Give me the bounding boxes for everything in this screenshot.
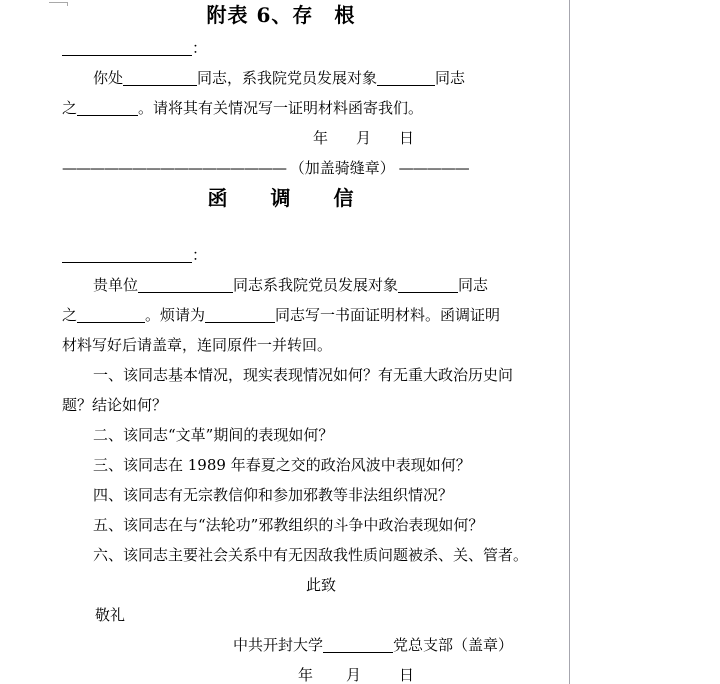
text-segment: 同志写一书面证明材料。函调证明: [275, 306, 501, 324]
text-segment: 你处: [93, 69, 124, 87]
stub-salutation-colon: ：: [192, 39, 208, 57]
signature-line: [62, 630, 514, 660]
text-segment: 贵单位: [93, 276, 139, 294]
letter-body-line-3: 材料写好后请盖章，连同原件一并转回。: [62, 336, 333, 354]
relation-blank-field[interactable]: [77, 99, 138, 116]
text-segment: 中共开封大学: [233, 636, 324, 654]
seam-dashes-left: ————————————————: [62, 159, 286, 177]
date-day-label: 日: [398, 129, 414, 147]
stub-body-line-2: [62, 93, 500, 123]
stub-salutation-line: [62, 33, 500, 63]
text-boundary-corner-mark: [49, 2, 68, 3]
closing-salute: 敬礼: [95, 606, 126, 624]
name-blank-field[interactable]: [377, 69, 435, 86]
relation-blank-field[interactable]: [77, 306, 145, 323]
seam-stamp-label: （加盖骑缝章）: [289, 159, 395, 177]
name-blank-field[interactable]: [138, 276, 233, 293]
closing-this: 此致: [306, 576, 337, 594]
date-day-label: 日: [399, 666, 415, 684]
stub-salutation-blank-field[interactable]: [62, 39, 192, 56]
stub-title: 附表 6、存 根: [206, 3, 356, 27]
text-segment: 同志: [435, 69, 466, 87]
name-blank-field[interactable]: [123, 69, 197, 86]
letter-body-line-1: [62, 270, 500, 300]
question-line-3: 三、该同志在 1989 年春夏之交的政治风波中表现如何？: [93, 456, 471, 474]
letter-title: 函 调 信: [207, 186, 355, 210]
text-segment: 。烦请为: [145, 306, 206, 324]
text-segment: 同志，系我院党员发展对象: [197, 69, 378, 87]
letter-salutation-blank-field[interactable]: [62, 246, 192, 263]
text-segment: 。请将其有关情况写一证明材料函寄我们。: [138, 99, 424, 117]
letter-salutation-colon: ：: [192, 246, 208, 264]
letter-body-line-2: [62, 300, 500, 330]
name-blank-field[interactable]: [398, 276, 458, 293]
document-content: [62, 0, 529, 684]
question-line-2: 二、该同志“文革”期间的表现如何？: [93, 426, 334, 444]
text-segment: 之: [62, 99, 78, 117]
question-line-1: 一、该同志基本情况，现实表现情况如何？有无重大政治历史问: [93, 366, 514, 384]
question-line-1-wrap: 题？结论如何？: [62, 396, 168, 414]
branch-blank-field[interactable]: [323, 636, 393, 653]
letter-salutation-line: [62, 240, 500, 270]
letter-date-line: [62, 660, 500, 684]
text-segment: 之: [62, 306, 78, 324]
date-month-label: 月: [355, 129, 371, 147]
text-segment: 同志: [458, 276, 489, 294]
seam-dashes-right: —————: [398, 159, 469, 177]
date-year-label: 年: [312, 129, 328, 147]
stub-body-line-1: [62, 63, 500, 93]
text-boundary-corner-mark: [67, 2, 68, 6]
stub-date-line: [62, 123, 500, 153]
date-month-label: 月: [346, 666, 362, 684]
text-segment: 党总支部（盖章）: [393, 636, 514, 654]
date-year-label: 年: [298, 666, 314, 684]
question-line-5: 五、该同志在与“法轮功”邪教组织的斗争中政治表现如何？: [93, 516, 484, 534]
page-edge-line: [569, 0, 570, 684]
question-line-6: 六、该同志主要社会关系中有无因敌我性质问题被杀、关、管者。: [93, 546, 529, 564]
seam-stamp-line: [62, 153, 500, 183]
name-blank-field[interactable]: [205, 306, 275, 323]
question-line-4: 四、该同志有无宗教信仰和参加邪教等非法组织情况？: [93, 486, 454, 504]
text-segment: 同志系我院党员发展对象: [233, 276, 399, 294]
